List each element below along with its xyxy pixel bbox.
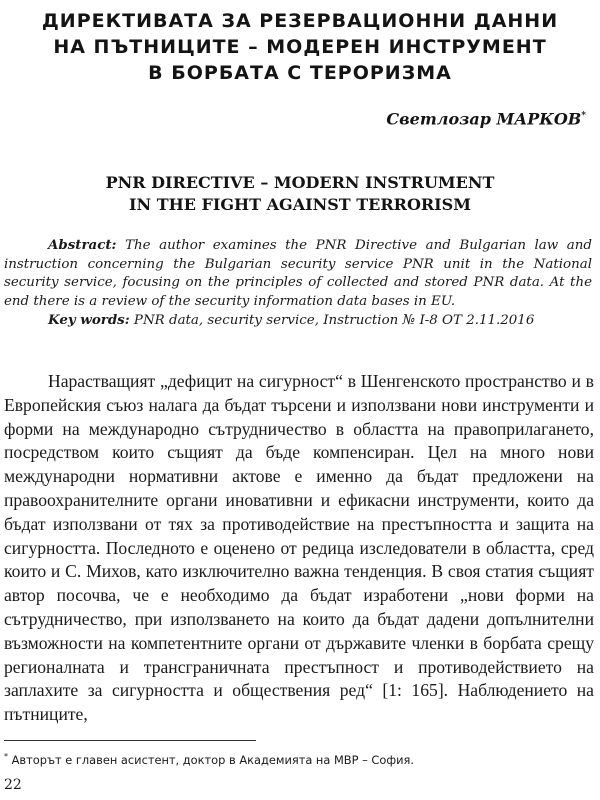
body-text xyxy=(4,370,594,727)
bulgarian-title-line-2: НА ПЪТНИЦИТЕ – МОДЕРЕН ИНСТРУМЕНТ xyxy=(53,36,547,58)
author-name xyxy=(386,106,586,129)
body-paragraph: Нарастващият „дефицит на сигурност“ в Шенгенското пространство и в Европейския съюз налага да бъдат търсени и използвани нови инструменти и форми на международно сътрудничество в областта на правоприлагането, посредством които същият да бъде компенсиран. Цел на много нови международни нормативни актове е именно да бъдат предложени на правоохранителните органи иновативни и ефикасни инструменти, които да бъдат използвани от тях за противодействие на престъпността и защита на сигурността. Последното е оценено от редица изследователи в областта, сред които и С. Михов, като изключително важна тенденция. В своя статия същият автор посочва, че е необходимо да бъдат изработени „нови форми на сътрудничество, при използването на които да бъдат дадени допълнителни възможности на компетентните органи от държавите членки в борбата срещу регионалната и трансграничната престъпност и противодействието на заплахите за сигурността и обществения ред“ [1: 165]. Наблюдението на пътниците, xyxy=(4,371,594,725)
page-number: 22 xyxy=(4,777,22,793)
footnote-text: Авторът е главен асистент, доктор в Академията на МВР – София. xyxy=(8,752,414,767)
abstract-paragraph xyxy=(4,236,592,311)
keywords-label: Key words: xyxy=(48,312,130,328)
author-footnote-marker: * xyxy=(581,111,586,121)
footnote xyxy=(4,749,594,768)
english-title-line-2: IN THE FIGHT AGAINST TERRORISM xyxy=(129,195,471,214)
abstract-text: The author examines the PNR Directive and Bulgarian law and instruction concerning the Bulgarian security service PNR unit in the National security service, focusing on the principles of collected and stored PNR data. At the end there is a review of the security information data bases in EU. xyxy=(4,238,592,309)
abstract-block xyxy=(4,236,592,331)
bulgarian-title-line-1: ДИРЕКТИВАТА ЗА РЕЗЕРВАЦИОННИ ДАННИ xyxy=(41,10,559,32)
bulgarian-title xyxy=(20,8,580,86)
footnote-marker: * xyxy=(4,752,8,761)
bulgarian-title-line-3: В БОРБАТА С ТЕРОРИЗМА xyxy=(148,62,452,84)
keywords-paragraph xyxy=(4,311,592,331)
footnote-divider xyxy=(4,740,256,741)
english-title xyxy=(20,172,580,216)
abstract-label: Abstract: xyxy=(48,237,117,253)
keywords-text: PNR data, security service, Instruction № I-8 OT 2.11.2016 xyxy=(129,313,535,328)
author-name-text: Светлозар МАРКОВ xyxy=(386,109,582,129)
english-title-line-1: PNR DIRECTIVE – MODERN INSTRUMENT xyxy=(105,173,495,192)
